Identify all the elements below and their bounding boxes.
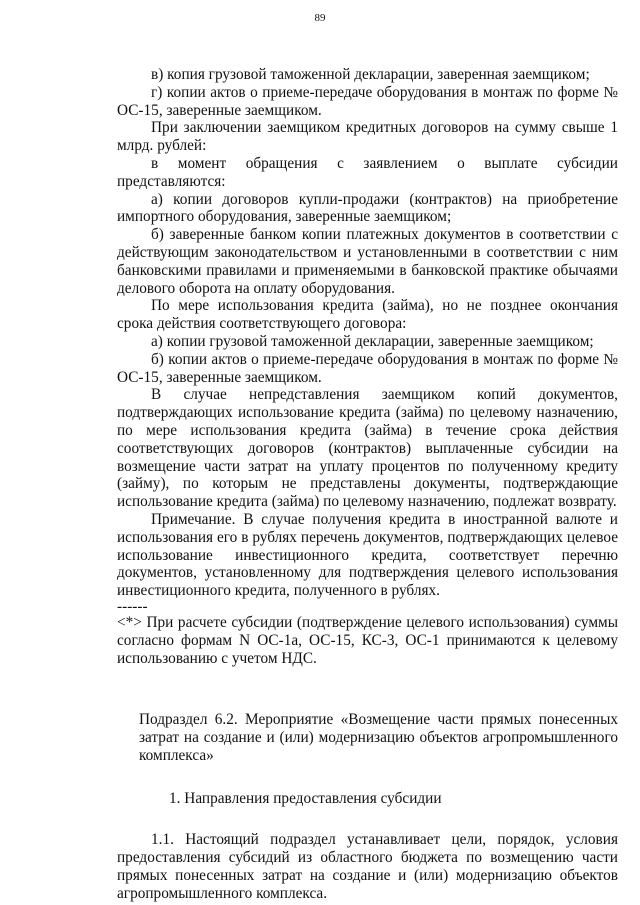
paragraph-payment-documents: б) заверенные банком копии платежных документов в соответствии с действующим законодательством и установленными в соответствии с ним банковскими правилами и применяемыми в банковской практике обычаями делового оборота на оплату оборудования.	[117, 226, 618, 297]
paragraph-customs-declaration-copies: а) копии грузовой таможенной декларации, заверенные заемщиком;	[151, 332, 594, 350]
paragraph-contract-copies: а) копии договоров купли-продажи (контрактов) на приобретение импортного оборудования, заверенные заемщиком;	[117, 190, 618, 226]
paragraph-note-foreign-currency: Примечание. В случае получения кредита в иностранной валюте и использования его в рублях перечень документов, подтверждающих целевое использование инвестиционного кредита, соответствует перечню документов, установленному для подтверждения целевого использования инвестиционного кредита, полученного в рублях.	[117, 510, 618, 600]
subsection-heading: 1. Направления предоставления субсидии	[169, 789, 442, 807]
paragraph-loans-over-1bn: При заключении заемщиком кредитных договоров на сумму свыше 1 млрд. рублей:	[117, 119, 618, 155]
spacer	[117, 807, 618, 831]
footnote-separator: ------	[117, 597, 148, 615]
section-heading: Подраздел 6.2. Мероприятие «Возмещение части прямых понесенных затрат на создание и (или) модернизацию объектов агропромышленного комплекса»	[139, 711, 618, 764]
document-body	[117, 66, 618, 903]
paragraph-customs-declaration-copy: в) копия грузовой таможенной декларации, заверенная заемщиком;	[151, 66, 590, 83]
page-number: 89	[314, 12, 326, 24]
paragraph-loan-usage: По мере использования кредита (займа), но не позднее окончания срока действия соответствующего договора:	[117, 297, 618, 333]
clause-1-1: 1.1. Настоящий подраздел устанавливает цели, порядок, условия предоставления субсидий из областного бюджета по возмещению части прямых понесенных затрат на создание и (или) модернизацию объектов агропромышленного комплекса.	[117, 831, 618, 902]
paragraph-at-application: в момент обращения с заявлением о выплате субсидии представляются:	[117, 154, 618, 190]
paragraph-acts-os15-copy: г) копии актов о приеме-передаче оборудования в монтаж по форме № ОС-15, заверенные заемщиком.	[117, 83, 618, 119]
paragraph-subsidy-return: В случае непредставления заемщиком копий документов, подтверждающих использование кредита (займа) по целевому назначению, по мере использования кредита (займа) в течение срока действия соответствующих договоров (контрактов) выплаченные субсидии на возмещение части затрат на уплату процентов по полученному кредиту (займу), по которым не представлены документы, подтверждающие использование кредита (займа) по целевому назначению, подлежат возврату.	[117, 386, 618, 511]
spacer	[117, 667, 618, 711]
footnote: <*> При расчете субсидии (подтверждение целевого использования) суммы согласно формам N ОС-1а, ОС-15, КС-3, ОС-1 принимаются к целевому использованию с учетом НДС.	[117, 613, 618, 667]
spacer	[117, 765, 618, 790]
paragraph-acts-os15-copies: б) копии актов о приеме-передаче оборудования в монтаж по форме № ОС-15, заверенные заемщиком.	[117, 350, 618, 386]
